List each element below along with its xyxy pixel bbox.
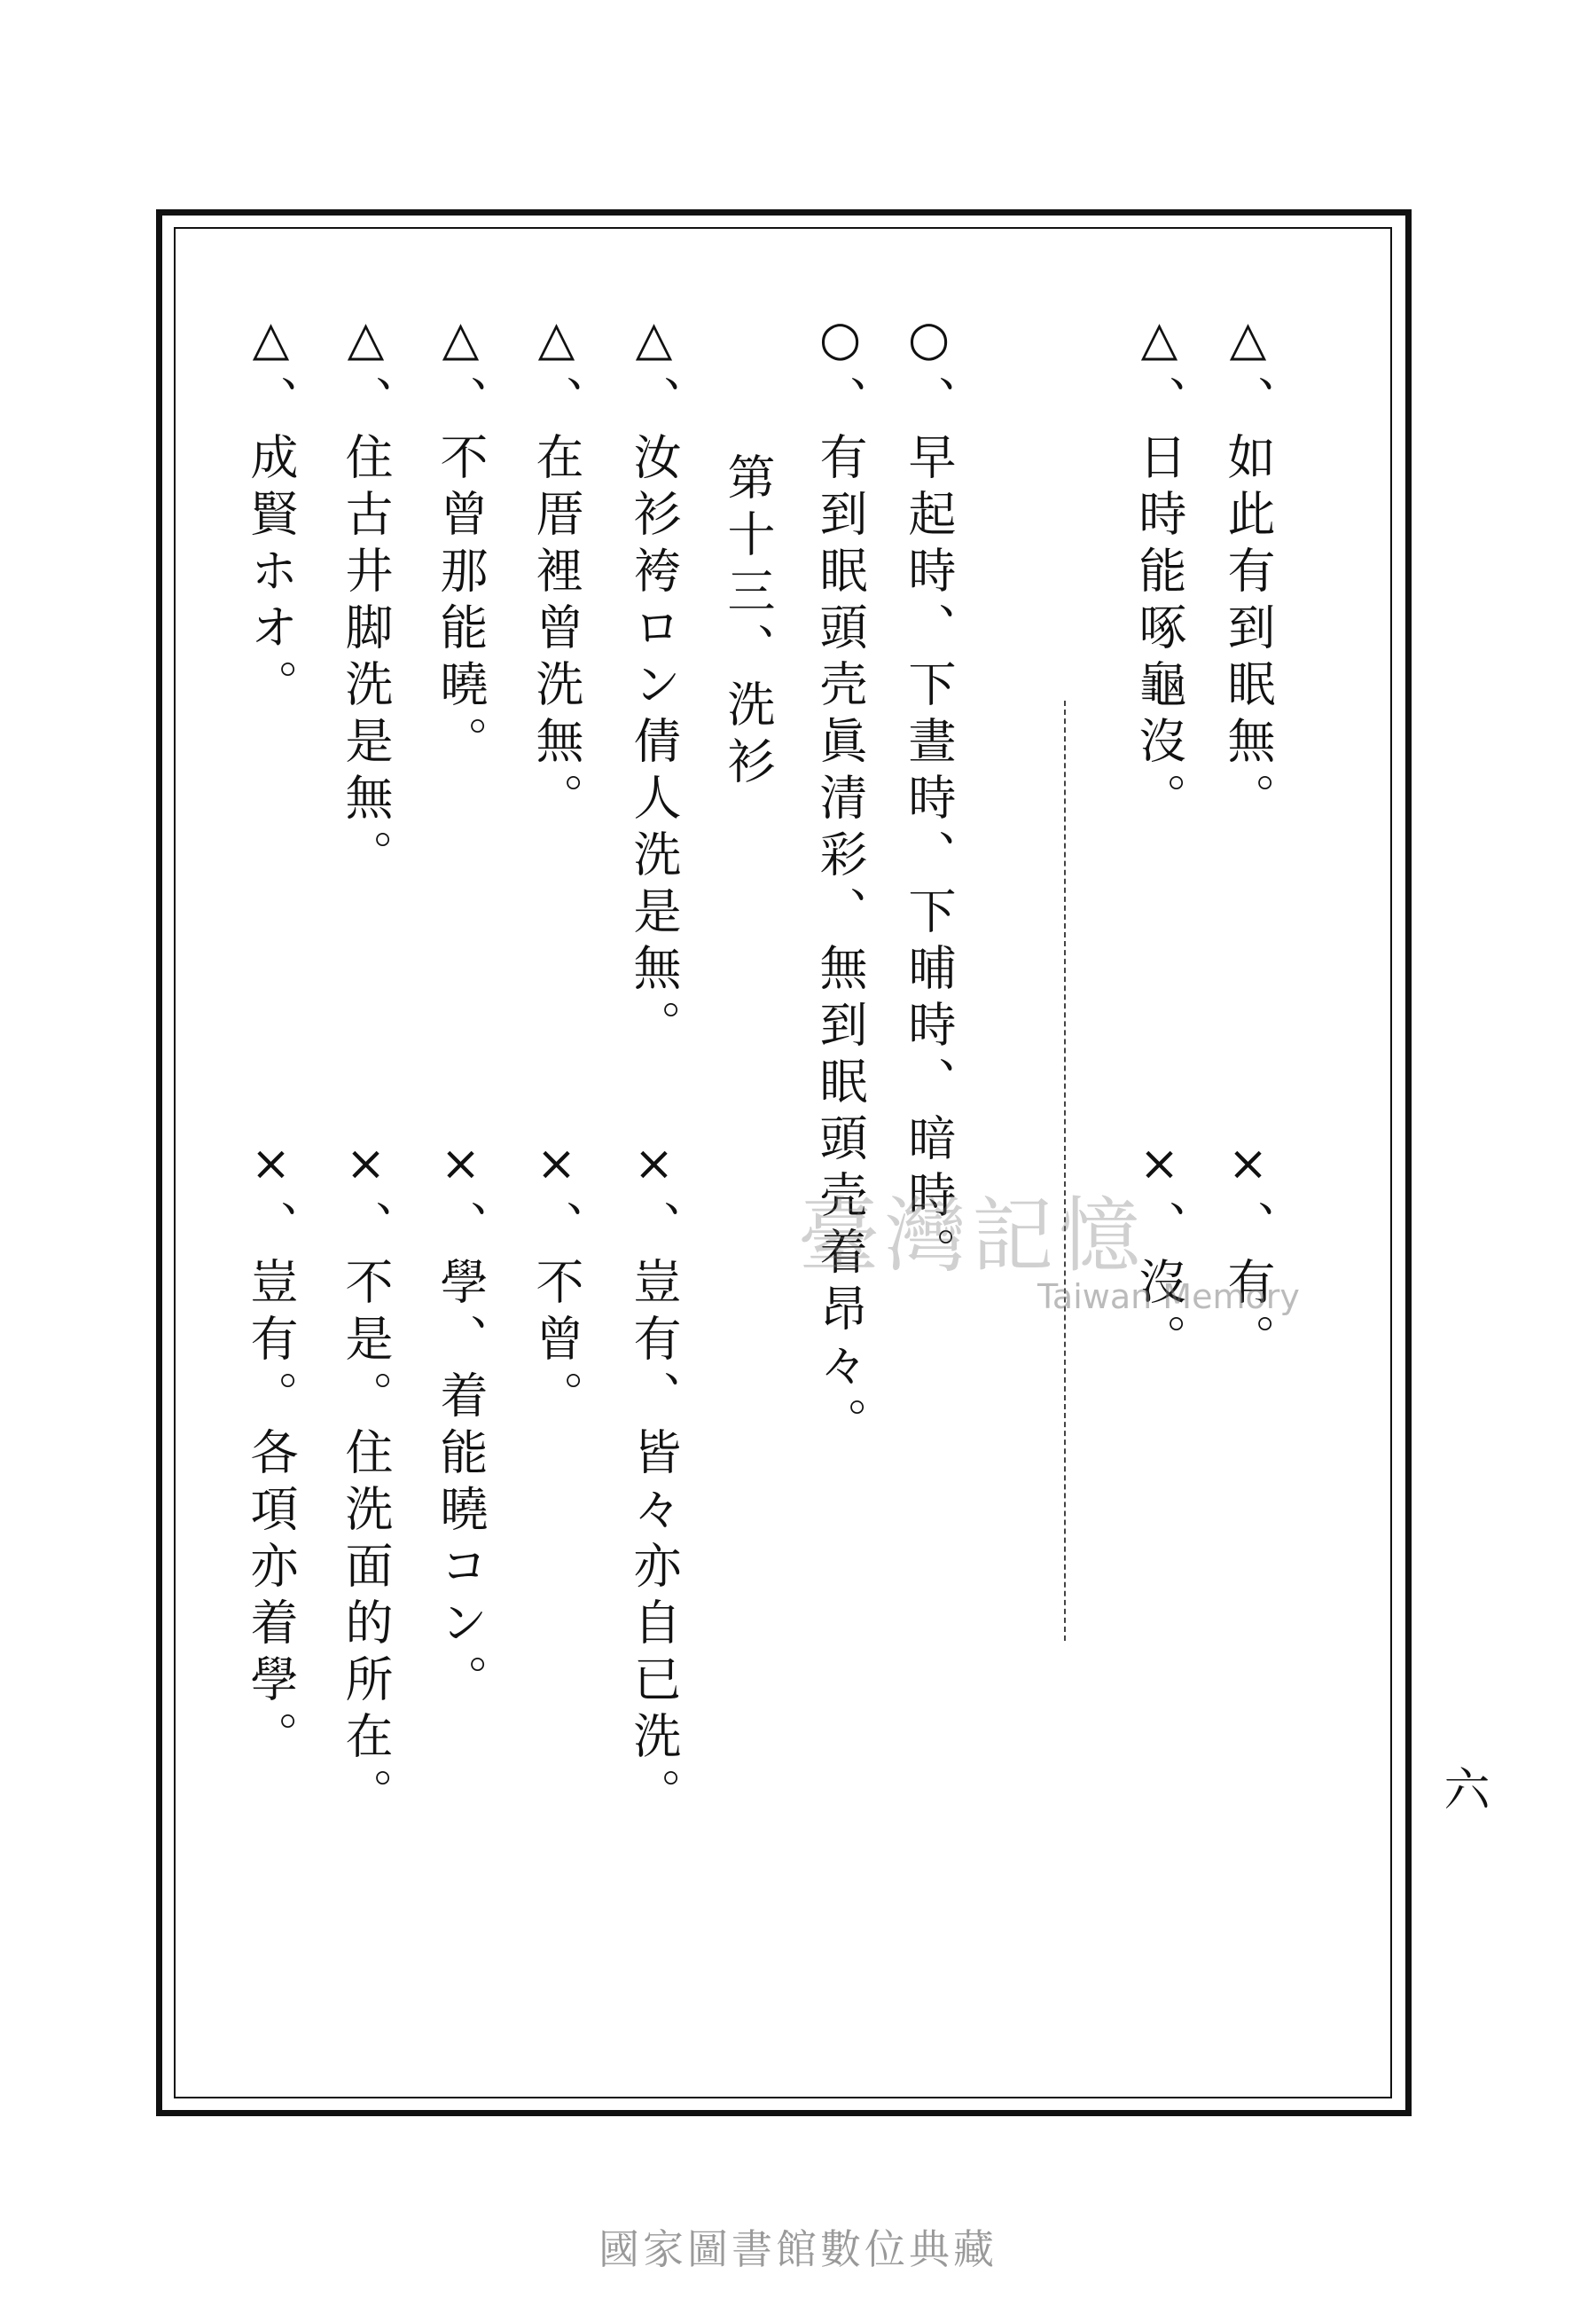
text-column-9: △、成賢ホオ。: [243, 310, 299, 716]
text-column-14: ×、學、着能曉コン。: [433, 1135, 489, 1711]
text-column-1: △、如此有到眠無。: [1220, 310, 1276, 829]
text-column-4: ○、有到眠頭壳眞清彩、無到眠頭壳着昂々。: [812, 310, 868, 1454]
section-heading: 第十三、洗衫: [720, 452, 776, 793]
watermark-subtitle: Taiwan Memory: [1037, 1277, 1300, 1316]
text-column-13: ×、不曾。: [528, 1135, 584, 1427]
footer-credit: 國家圖書館數位典藏: [598, 2225, 998, 2273]
text-column-5: △、汝衫袴ロン倩人洗是無。: [626, 310, 682, 1056]
text-column-2: △、日時能啄龜沒。: [1131, 310, 1187, 829]
watermark-title: 臺灣記憶: [798, 1188, 1146, 1283]
page-number: 六: [1436, 1765, 1489, 1811]
text-column-12: ×、豈有、皆々亦自已洗。: [626, 1135, 682, 1824]
text-column-16: ×、豈有。各項亦着學。: [243, 1135, 299, 1768]
text-column-3: ○、早起時、下晝時、下晡時、暗時。: [901, 310, 957, 1283]
text-column-11: ×、沒。: [1131, 1135, 1187, 1370]
text-column-7: △、不曾那能曉。: [433, 310, 489, 773]
text-column-10: ×、有。: [1220, 1135, 1276, 1370]
dashed-separator: [1064, 701, 1066, 1641]
text-column-6: △、在厝裡曾洗無。: [528, 310, 584, 829]
text-column-8: △、住古井脚洗是無。: [338, 310, 394, 886]
text-column-15: ×、不是。住洗面的所在。: [338, 1135, 394, 1824]
